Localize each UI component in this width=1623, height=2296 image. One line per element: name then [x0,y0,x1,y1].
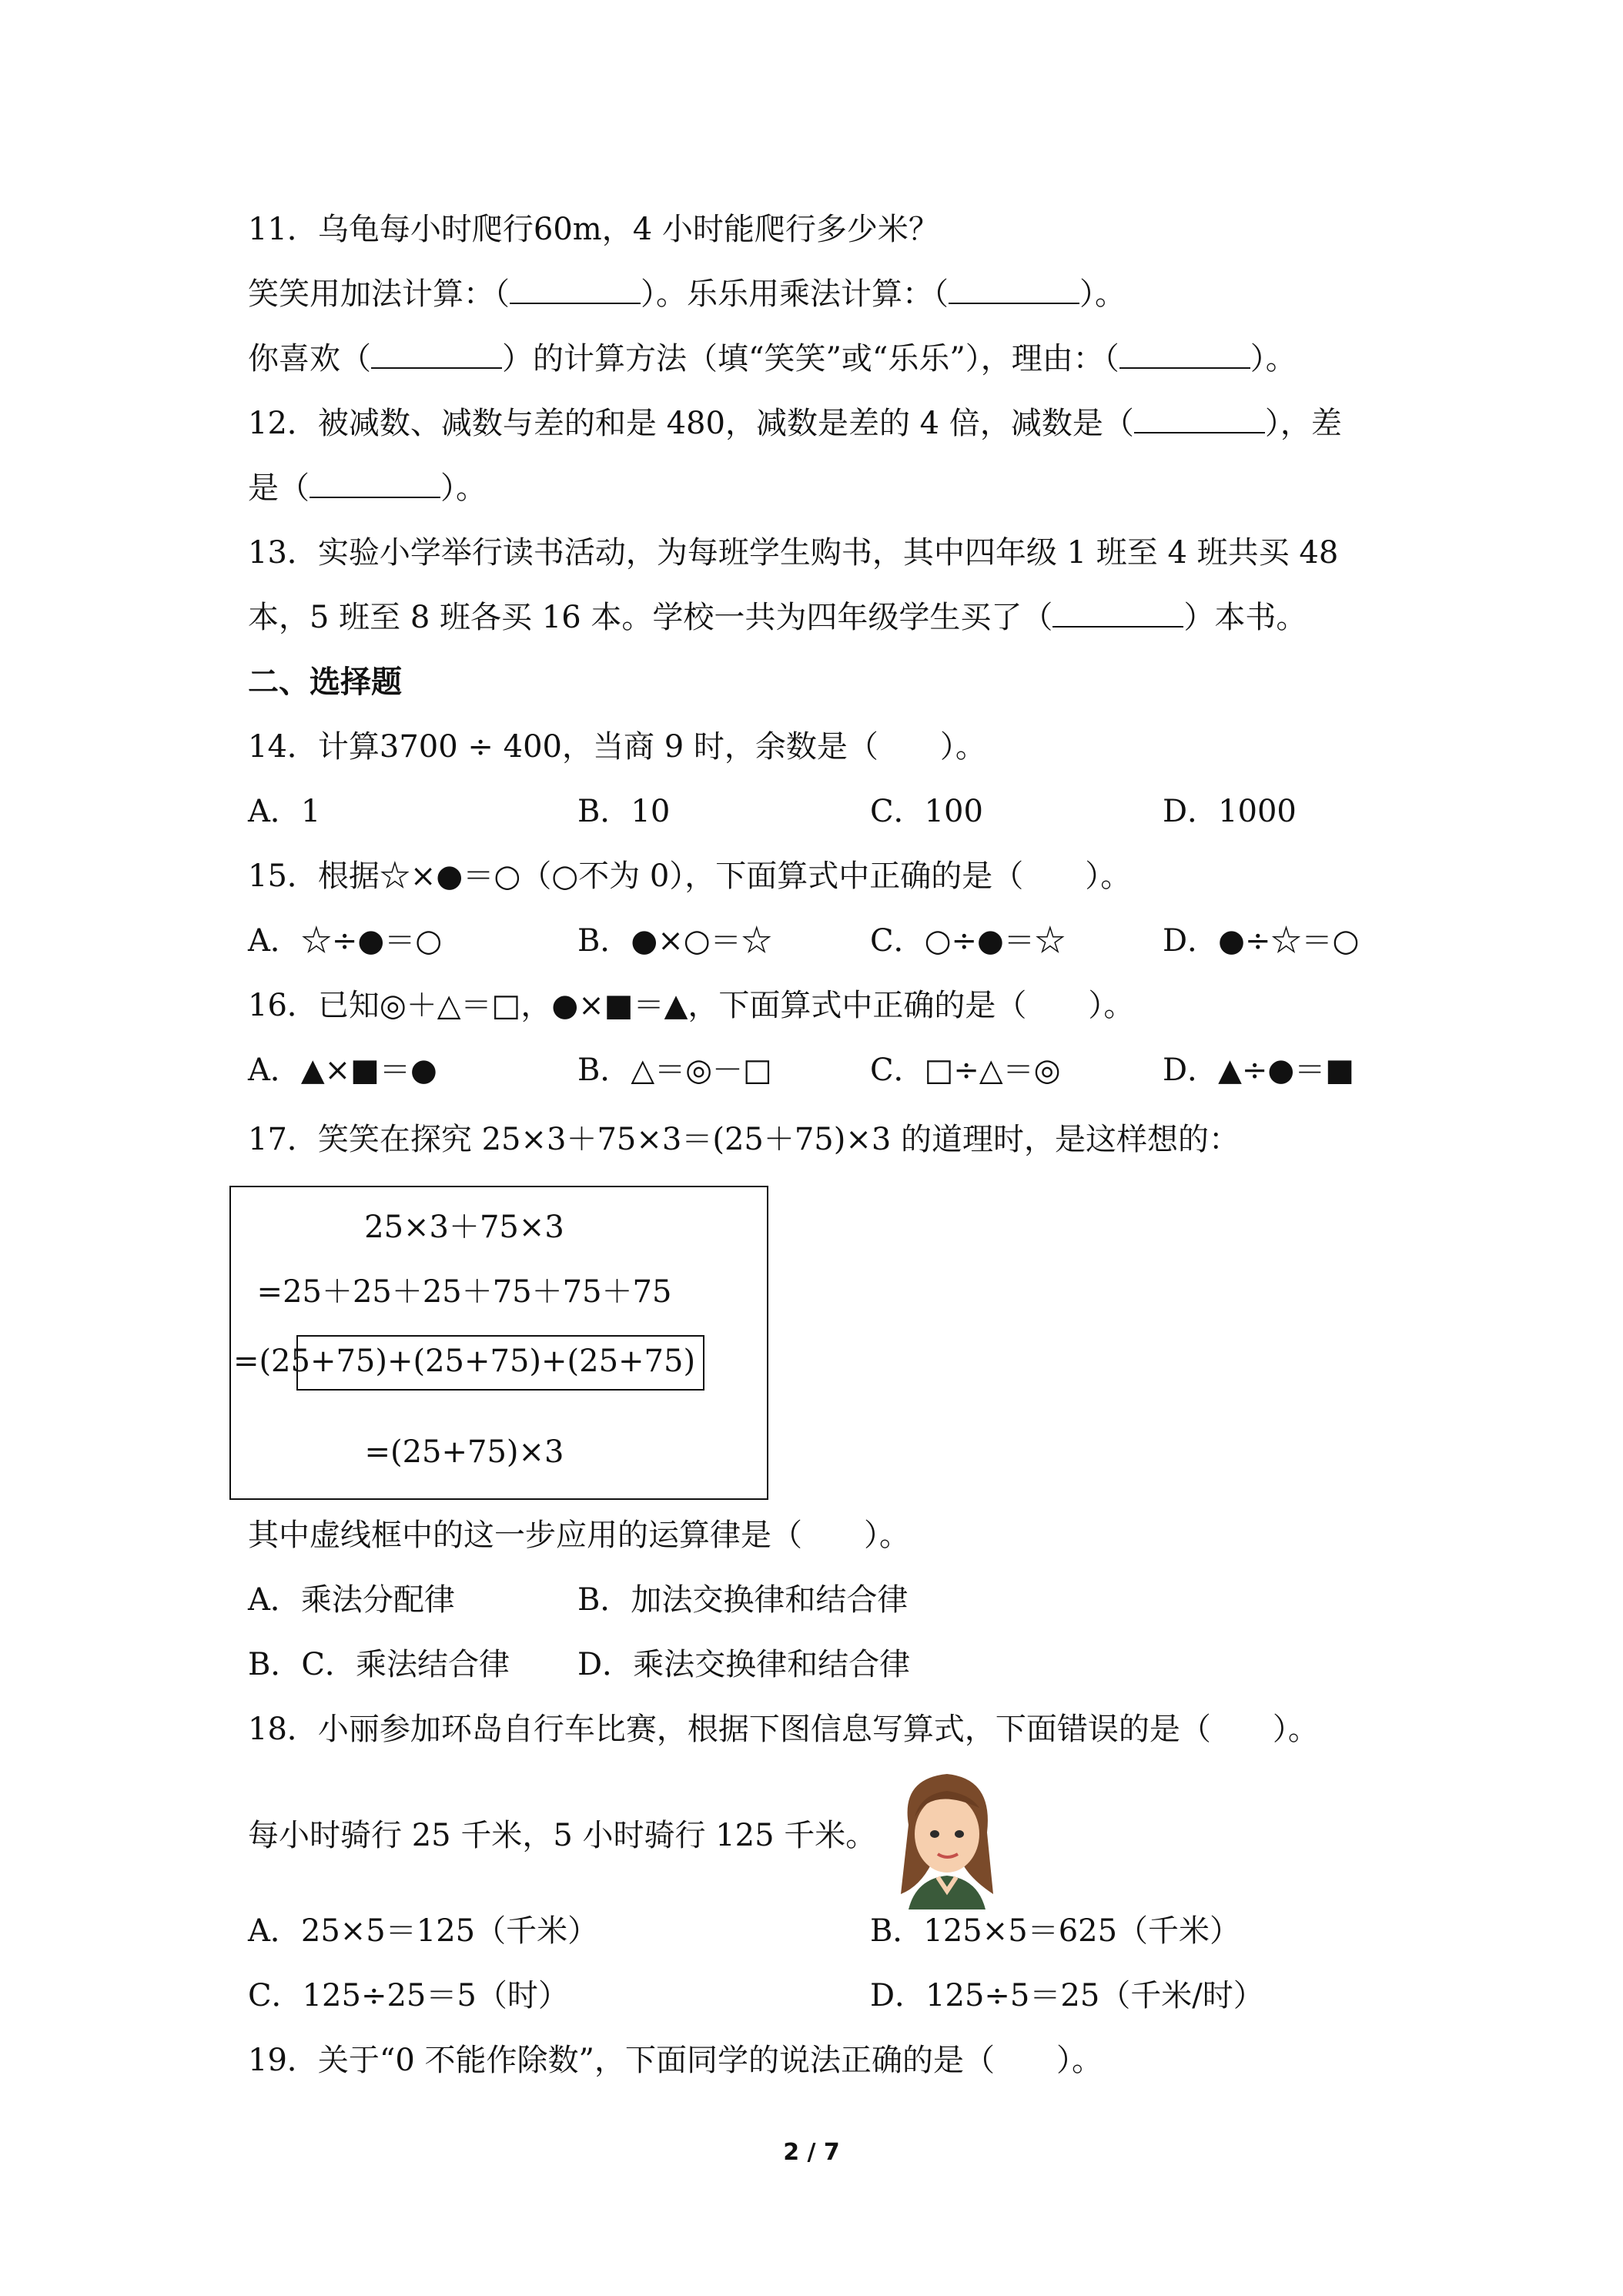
q18-option-c[interactable]: C．125÷25＝5（时） [248,1978,569,2013]
q17-option-a[interactable]: A．乘法分配律 [248,1582,455,1618]
q15-option-b[interactable]: B．●×○＝☆ [577,923,772,959]
box-line-1: 25×3＋75×3 [364,1210,564,1245]
q15-option-d[interactable]: D．●÷☆＝○ [1163,923,1360,959]
q11-line2-b: ）。乐乐用乘法计算：（ [641,276,949,312]
q13-line2 [248,596,1307,639]
q14-option-b[interactable]: B．10 [577,794,671,829]
answer-blank[interactable] [1052,598,1183,628]
dashed-step-box [296,1335,704,1391]
q17-option-b[interactable]: B．加法交换律和结合律 [577,1582,909,1618]
q16-option-a[interactable]: A．▲×■＝● [248,1053,437,1088]
q11-line3 [248,337,1297,380]
answer-blank[interactable] [1119,340,1250,369]
q11-line2-c: ）。 [1079,276,1126,312]
q19-stem: 19．关于“0 不能作除数”，下面同学的说法正确的是（ ）。 [248,2043,1103,2078]
answer-blank[interactable] [1134,404,1265,433]
answer-blank[interactable] [371,340,502,369]
q16-stem: 16．已知◎＋△＝□，●×■＝▲，下面算式中正确的是（ ）。 [248,988,1135,1023]
section-heading: 二、选择题 [248,664,402,700]
q11-line3-c: ）。 [1250,341,1297,377]
q12-line2 [248,467,487,510]
q16-option-b[interactable]: B．△＝◎－□ [577,1053,772,1088]
q15-option-a[interactable]: A．☆÷●＝○ [248,923,443,959]
q13-line2-b: ）本书。 [1183,600,1307,635]
answer-blank[interactable] [949,275,1079,304]
box-line-3: =(25+75)+(25+75)+(25+75) [233,1344,696,1379]
q11-stem: 11．乌龟每小时爬行60m，4 小时能爬行多少米？ [248,212,939,247]
q18-option-a[interactable]: A．25×5＝125（千米） [248,1913,599,1949]
q17-stem: 17．笑笑在探究 25×3＋75×3＝(25＋75)×3 的道理时，是这样想的： [248,1122,1240,1157]
q15-stem: 15．根据☆×●＝○（○不为 0），下面算式中正确的是（ ）。 [248,858,1132,894]
q17-option-d[interactable]: D．乘法交换律和结合律 [577,1647,911,1682]
q12-line1-a: 12．被减数、减数与差的和是 480，减数是差的 4 倍，减数是（ [248,406,1134,441]
q12-line1-b: ），差 [1264,406,1342,441]
q17-option-c[interactable]: B．C．乘法结合律 [248,1647,510,1682]
page-number: 2 / 7 [783,2139,840,2166]
q15-option-c[interactable]: C．○÷●＝☆ [870,923,1066,959]
q13-line2-a: 本，5 班至 8 班各买 16 本。学校一共为四年级学生买了（ [248,600,1053,635]
q11-line2-a: 笑笑用加法计算：（ [248,276,510,312]
q11-line3-b: ）的计算方法（填“笑笑”或“乐乐”），理由：（ [502,341,1119,377]
q18-info: 每小时骑行 25 千米，5 小时骑行 125 千米。 [248,1818,877,1853]
girl-avatar-icon [878,1763,1016,1909]
q16-option-c[interactable]: C．□÷△＝◎ [870,1053,1061,1088]
q17-followup: 其中虚线框中的这一步应用的运算律是（ ）。 [248,1518,910,1553]
q13-line1: 13．实验小学举行读书活动，为每班学生购书，其中四年级 1 班至 4 班共买 48 [248,535,1339,571]
q14-stem: 14．计算3700 ÷ 400，当商 9 时，余数是（ ）。 [248,729,986,765]
q18-option-b[interactable]: B．125×5＝625（千米） [870,1913,1241,1949]
answer-blank[interactable] [310,469,440,498]
q16-option-d[interactable]: D．▲÷●＝■ [1163,1053,1355,1088]
box-line-4: =(25+75)×3 [364,1434,564,1470]
q14-option-c[interactable]: C．100 [870,794,983,829]
q18-stem: 18．小丽参加环岛自行车比赛，根据下图信息写算式，下面错误的是（ ）。 [248,1712,1319,1747]
q14-option-d[interactable]: D．1000 [1163,794,1297,829]
q12-line1 [248,402,1342,445]
q12-line2-a: 是（ [248,470,310,506]
q11-line3-a: 你喜欢（ [248,341,371,377]
box-line-2: =25＋25＋25＋75＋75＋75 [256,1274,672,1310]
q12-line2-b: ）。 [440,470,487,506]
answer-blank[interactable] [510,275,641,304]
q14-option-a[interactable]: A．1 [248,794,321,829]
q18-option-d[interactable]: D．125÷5＝25（千米/时） [870,1978,1264,2013]
q11-line2 [248,273,1126,316]
